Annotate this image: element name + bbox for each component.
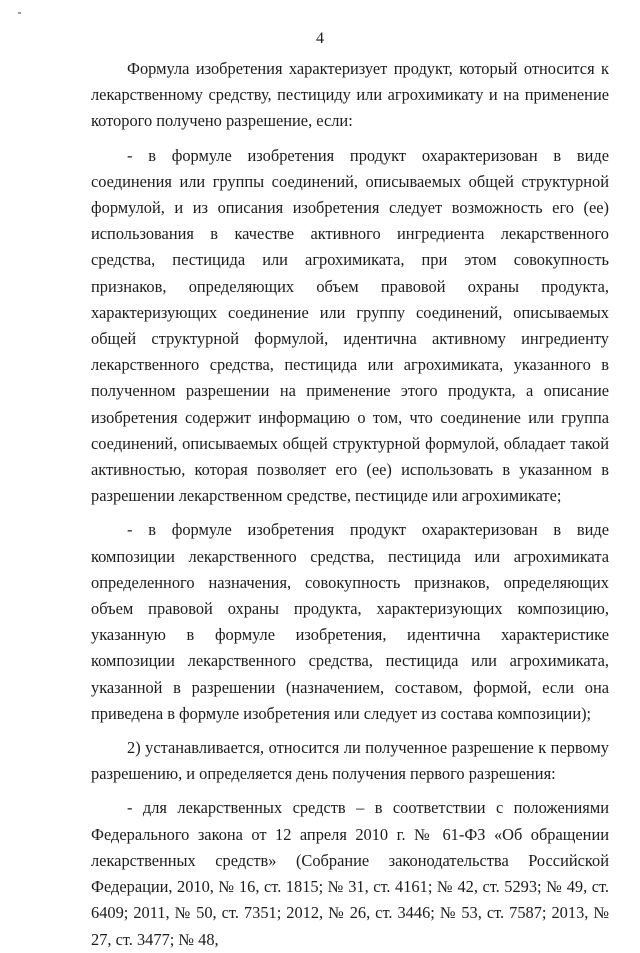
scan-mark bbox=[18, 12, 21, 14]
paragraph-claim-definition: Формула изобретения характеризует продукт, который относится к лекарственному средству, пестициду или агрохимикату и на применение которого получено разрешение, если: bbox=[91, 59, 609, 131]
paragraph-composition-criteria: - в формуле изобретения продукт охарактеризован в виде композиции лекарственного средства, пестицида или агрохимиката определенного назначения, совокупность признаков, определяющих объем правовой охраны продукта, характеризующих композицию, указанную в формуле изобретения, идентична характеристике композиции лекарственного средства, пестицида или агрохимиката, указанной в разрешении (назначением, составом, формой, если она приведена в формуле изобретения или следует из состава композиции); bbox=[91, 520, 609, 723]
paragraph-medicines-law: - для лекарственных средств – в соответствии с положениями Федерального закона от 12 апреля 2010 г. № 61-ФЗ «Об обращении лекарственных средств» (Собрание законодательства Российской Федерации, 2010, № 16, ст. 1815; № 31, ст. 4161; № 42, ст. 5293; № 49, ст. 6409; 2011, № 50, ст. 7351; 2012, № 26, ст. 3446; № 53, ст. 7587; 2013, № 27, ст. 3477; № 48, bbox=[91, 798, 609, 949]
paragraph-compound-criteria: - в формуле изобретения продукт охарактеризован в виде соединения или группы соединений, описываемых общей структурной формулой, и из описания изобретения следует возможность его (ее) использования в качестве активного ингредиента лекарственного средства, пестицида или агрохимиката, при этом совокупность признаков, определяющих объем правовой охраны продукта, характеризующих соединение или группу соединений, описываемых общей структурной формулой, идентична активному ингредиенту лекарственного средства, пестицида или агрохимиката, указанного в полученном разрешении на применение этого продукта, а описание изобретения содержит информацию о том, что соединение или группа соединений, описываемых общей структурной формулой, обладает такой активностью, которая позволяет его (ее) использовать в указанном в разрешении лекарственном средстве, пестициде или агрохимикате; bbox=[91, 145, 609, 506]
document-body bbox=[91, 56, 609, 953]
paragraph-first-permission: 2) устанавливается, относится ли полученное разрешение к первому разрешению, и определяется день получения первого разрешения: bbox=[91, 738, 609, 784]
page-number: 4 bbox=[316, 30, 324, 47]
